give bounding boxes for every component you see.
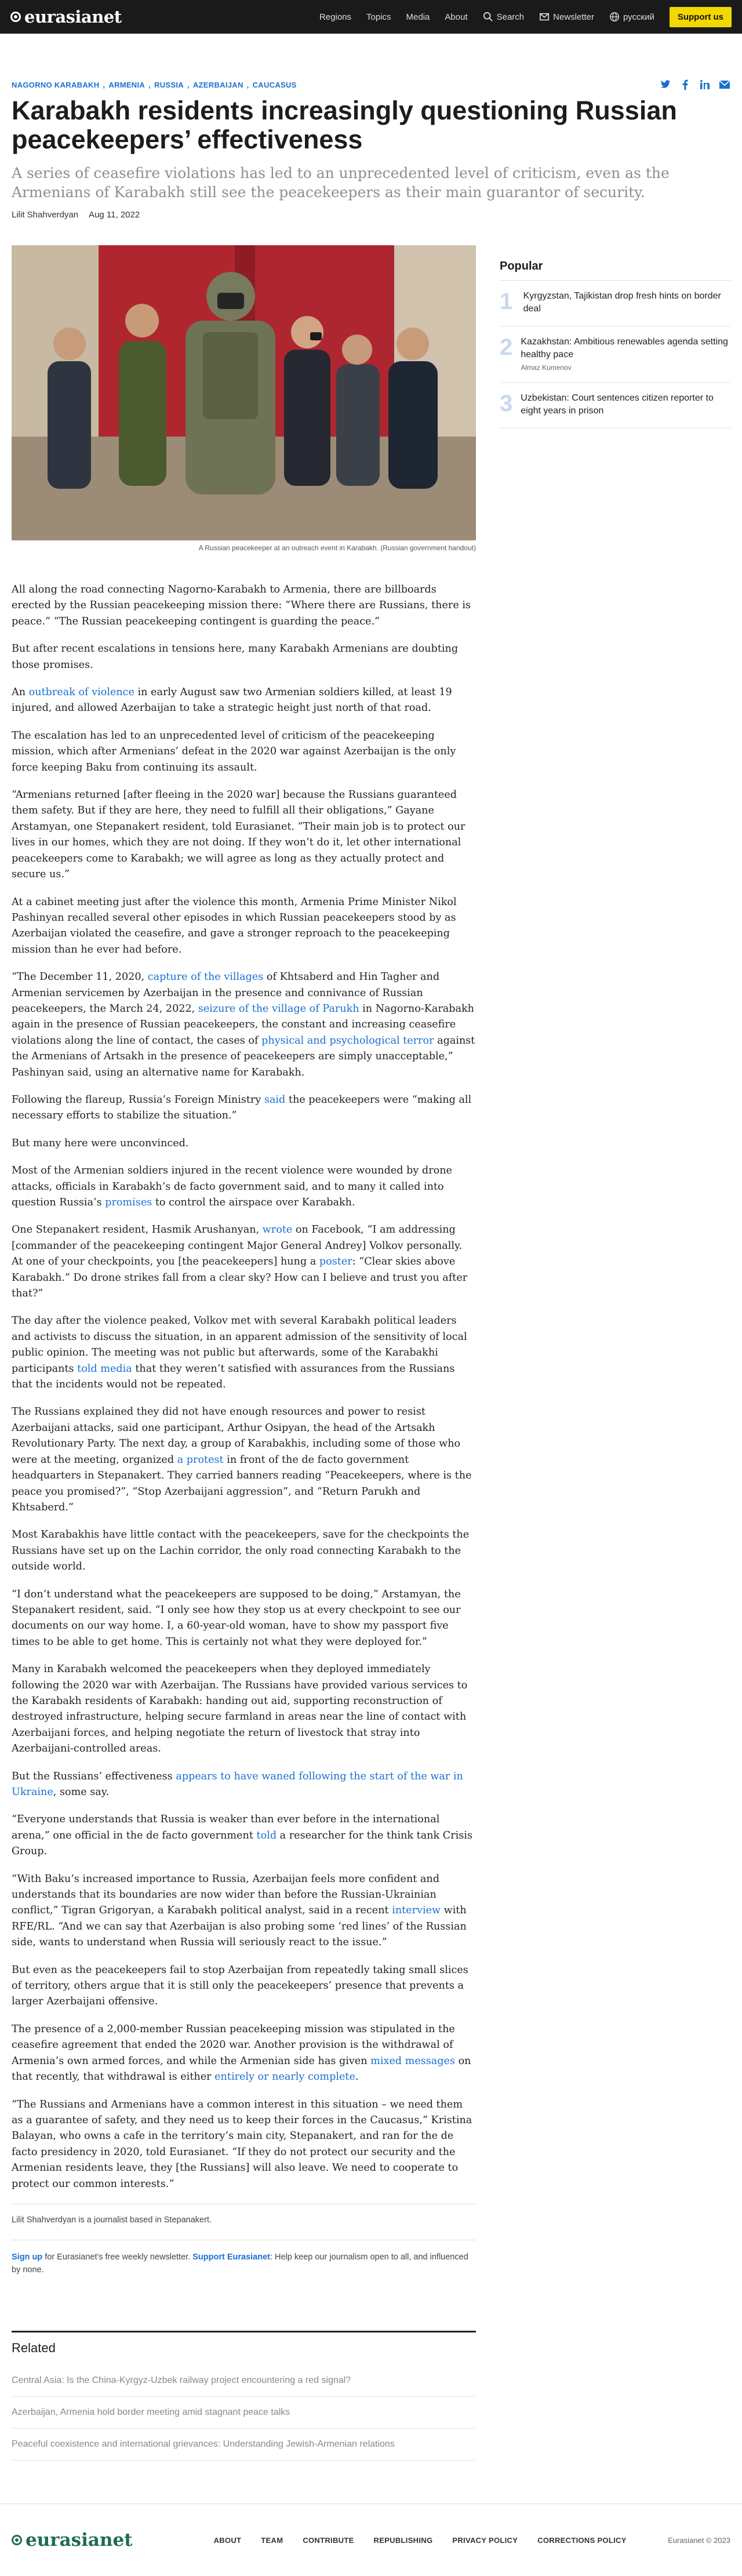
- popular-title[interactable]: Kazakhstan: Ambitious renewables agenda setting healthy pace: [521, 337, 728, 359]
- related-link[interactable]: Azerbaijan, Armenia hold border meeting amid stagnant peace talks: [12, 2397, 476, 2429]
- hero-photo-illustration: [12, 245, 476, 540]
- site-footer: [0, 2504, 742, 2576]
- inline-link[interactable]: entirely or nearly complete: [214, 2071, 355, 2083]
- envelope-icon: [539, 12, 550, 22]
- inline-link[interactable]: poster: [319, 1256, 352, 1268]
- nav-links: [319, 7, 732, 27]
- nav-about[interactable]: About: [445, 12, 468, 22]
- paragraph: Most of the Armenian soldiers injured in the recent violence were wounded by drone attacks, officials in Karabakh’s de facto government said, and to many it called into question Russia’s promises to control the airspace over Karabakh.: [12, 1165, 452, 1208]
- inline-link[interactable]: capture of the villages: [147, 971, 264, 983]
- popular-item[interactable]: [500, 383, 730, 428]
- tag-link[interactable]: NAGORNO KARABAKH: [12, 80, 100, 89]
- footer-logo-text: eurasianet: [26, 2530, 133, 2550]
- paragraph: “Armenians returned [after fleeing in the 2020 war] because the Russians guaranteed them safety. But if they are here, they need to fulfill all their obligations,” Gayane Arstamyan, one Stepanakert resident, told Eurasianet. “Their main job is to protect our lives in our homes, which they are not doing. If they won’t do it, let other international peacekeepers come to Karabakh; we will agree as long as they actually protect and secure us.”: [12, 789, 465, 881]
- article-title: Karabakh residents increasingly questioning Russian peacekeepers’ effectiveness: [12, 96, 677, 154]
- footer-logo[interactable]: [12, 2530, 133, 2550]
- sidebar-heading: Popular: [500, 260, 730, 281]
- search-label: Search: [496, 12, 525, 22]
- signup-link[interactable]: Sign up: [12, 2252, 43, 2262]
- related-section: [12, 2331, 476, 2461]
- related-link[interactable]: Peaceful coexistence and international grievances: Understanding Jewish-Armenian relations: [12, 2429, 476, 2461]
- paragraph: But the Russians’ effectiveness appears to have waned following the start of the war in Ukraine, some say.: [12, 1770, 463, 1798]
- email-share-icon[interactable]: [719, 79, 730, 90]
- paragraph: “The December 11, 2020, capture of the villages of Khtsaberd and Hin Tagher and Armenian servicemen by Azerbaijan in the presence and connivance of Russian peacekeepers, the March 24, 2022, seizure of the village of Parukh in Nagorno-Karabakh again in the presence of Russian peacekeepers, the constant and increasing ceasefire violations along the line of contact, the cases of physical and psychological terror against the Armenians of Artsakh in the presence of peacekeepers are simply unacceptable,” Pashinyan said, using an alternative name for Karabakh.: [12, 971, 475, 1078]
- paragraph: Many in Karabakh welcomed the peacekeepers when they deployed immediately following the 2020 war with Azerbaijan. The Russians have provided various services to the Karabakh residents of Karabakh: handing out aid, supporting reconstruction of destroyed infrastructure, helping secure farmland in areas near the line of contact with Azerbaijani forces, and helping negotiate the return of livestock that stray into Azerbaijani-controlled areas.: [12, 1663, 468, 1755]
- paragraph: “With Baku’s increased importance to Russia, Azerbaijan feels more confident and understands that its boundaries are now wider than before the Russian-Ukrainian conflict,” Tigran Grigoryan, a Karabakh political analyst, said in a recent interview with RFE/RL. “And we can say that Azerbaijan is also probing some ‘red lines’ of the Russian side, wants to understand when Russia will seriously react to the issue.”: [12, 1873, 467, 1949]
- linkedin-icon[interactable]: [699, 79, 711, 90]
- popular-title[interactable]: Kyrgyzstan, Tajikistan drop fresh hints on border deal: [523, 291, 721, 314]
- top-navigation-bar: [0, 0, 742, 34]
- twitter-icon[interactable]: [660, 79, 671, 90]
- nav-topics[interactable]: Topics: [366, 12, 391, 22]
- inline-link[interactable]: seizure of the village of Parukh: [198, 1002, 359, 1015]
- paragraph: “The Russians and Armenians have a common interest in this situation – we need them as a guarantee of safety, and they need us to keep their forces in the Caucasus,” Kristina Balayan, who owns a cafe in the territory’s main city, Stepanakert, and ran for the de facto presidency in 2020, told Eurasianet. “If they do not protect our security and the Armenian residents leave, they [the Russians] will also leave. We need to cooperate to protect our common interests.”: [12, 2098, 472, 2190]
- search-button[interactable]: [483, 12, 525, 22]
- inline-link[interactable]: told media: [77, 1363, 132, 1375]
- search-icon: [483, 12, 493, 22]
- hero-photo: [12, 245, 476, 540]
- tag-link[interactable]: RUSSIA: [154, 80, 184, 89]
- author-link[interactable]: Lilit Shahverdyan: [12, 210, 79, 220]
- paragraph: Following the flareup, Russia’s Foreign Ministry said the peacekeepers were “making all necessary efforts to stabilize the situation.”: [12, 1093, 472, 1122]
- nav-regions[interactable]: Regions: [319, 12, 352, 22]
- popular-sidebar: [500, 260, 730, 428]
- support-link[interactable]: Support Eurasianet: [192, 2252, 270, 2262]
- article-dek: A series of ceasefire violations has led to an unprecedented level of criticism, even as the Armenians of Karabakh still see the peacekeepers as their main guarantor of security.: [12, 165, 670, 201]
- inline-link[interactable]: said: [264, 1093, 286, 1106]
- tag-link[interactable]: CAUCASUS: [252, 80, 297, 89]
- site-logo[interactable]: [10, 7, 122, 27]
- facebook-icon[interactable]: [679, 79, 691, 90]
- popular-title[interactable]: Uzbekistan: Court sentences citizen reporter to eight years in prison: [521, 393, 714, 416]
- inline-link[interactable]: mixed messages: [370, 2055, 455, 2067]
- inline-link[interactable]: wrote: [262, 1224, 293, 1236]
- paragraph: But even as the peacekeepers fail to stop Azerbaijan from repeatedly taking small slices of territory, others argue that it is still only the peacekeepers’ presence that prevents a larger Azerbaijani offensive.: [12, 1964, 468, 2008]
- tag-link[interactable]: AZERBAIJAN: [192, 80, 243, 89]
- support-us-button[interactable]: Support us: [670, 7, 732, 27]
- paragraph: At a cabinet meeting just after the violence this month, Armenia Prime Minister Nikol Pashinyan recalled several other episodes in which Russian peacekeepers stood by as Azerbaijan violated the ceasefire, and gave a stronger reproach to the peacekeeping mission than he ever had before.: [12, 896, 457, 955]
- related-link[interactable]: Central Asia: Is the China-Kyrgyz-Uzbek railway project encountering a red signal?: [12, 2365, 476, 2397]
- popular-author: Almaz Kumenov: [521, 364, 572, 372]
- share-buttons: [660, 79, 730, 90]
- globe-icon: [609, 12, 620, 22]
- paragraph: “I don’t understand what the peacekeepers are supposed to be doing,” Arstamyan, the Stepanakert resident, said. “I only see how they stop us at every checkpoint to see our documents on our way home. I, a 60-year-old woman, have to show my passport five times to be able to get home. This is certainly not what they were deployed for.”: [12, 1588, 461, 1648]
- footer-link-contribute[interactable]: CONTRIBUTE: [303, 2535, 354, 2545]
- popular-item[interactable]: [500, 326, 730, 383]
- popular-rank: 3: [500, 391, 513, 416]
- footer-link-privacy[interactable]: PRIVACY POLICY: [452, 2535, 518, 2545]
- site-logo-text: eurasianet: [24, 7, 122, 27]
- tag-link[interactable]: ARMENIA: [108, 80, 146, 89]
- paragraph: But after recent escalations in tensions here, many Karabakh Armenians are doubting those promises.: [12, 643, 459, 671]
- article-header: [12, 79, 730, 220]
- logo-mark-icon: [12, 2535, 22, 2545]
- popular-rank: 2: [500, 335, 513, 360]
- popular-item[interactable]: [500, 281, 730, 326]
- related-heading: Related: [12, 2341, 56, 2355]
- paragraph: All along the road connecting Nagorno-Karabakh to Armenia, there are billboards erected by the Russian peacekeeping mission there: “Where there are Russians, there is peace.” “The Russian peacekeeping contingent is guarding the peace.”: [12, 584, 471, 627]
- footer-link-about[interactable]: ABOUT: [213, 2535, 242, 2545]
- paragraph: But many here were unconvinced.: [12, 1137, 189, 1149]
- paragraph: Most Karabakhis have little contact with the peacekeepers, save for the checkpoints the Russians have set up on the Lachin corridor, the only road connecting Karabakh to the outside world.: [12, 1529, 470, 1573]
- inline-link[interactable]: outbreak of violence: [28, 686, 134, 699]
- inline-link[interactable]: promises: [105, 1197, 152, 1208]
- popular-rank: 1: [500, 289, 513, 314]
- paragraph: An outbreak of violence in early August saw two Armenian soldiers killed, at least 19 injured, and allowed Azerbaijan to take a strategic height just north of that road.: [12, 686, 452, 714]
- paragraph: The escalation has led to an unprecedented level of criticism of the peacekeeping mission, which after Armenians’ defeat in the 2020 war against Azerbaijan is the only force keeping Baku from continuing its assault.: [12, 729, 456, 773]
- paragraph: The Russians explained they did not have enough resources and power to resist Azerbaijani attacks, said one participant, Arthur Osipyan, the head of the Artsakh Revolutionary Party. The next day, a group of Karabakhis, including some of those who were at the meeting, organized a protest in front of the de facto government headquarters in Stepanakert. They carried banners reading “Peacekeepers, where is the peace you promised?”, “Stop Azerbaijani aggression”, and “Return Parukh and Khtsaberd.”: [12, 1406, 472, 1513]
- inline-link[interactable]: a protest: [177, 1454, 224, 1466]
- footer-link-republishing[interactable]: REPUBLISHING: [373, 2535, 433, 2545]
- byline: [12, 210, 730, 220]
- inline-link[interactable]: physical and psychological terror: [261, 1034, 434, 1047]
- newsletter-button[interactable]: [539, 12, 594, 22]
- article-tags: NAGORNO KARABAKH , ARMENIA , RUSSIA , AZERBAIJAN , CAUCASUS: [12, 80, 297, 89]
- divider: [12, 2331, 476, 2332]
- paragraph: The presence of a 2,000-member Russian peacekeeping mission was stipulated in the ceasefire agreement that ended the 2020 war. Another provision is the withdrawal of Armenia’s own armed forces, and while the Armenian side has given mixed messages on that recently, that withdrawal is either entirely or nearly complete.: [12, 2023, 471, 2083]
- inline-link[interactable]: appears to have waned following the start of the war in Ukraine: [12, 1770, 463, 1798]
- paragraph: One Stepanakert resident, Hasmik Arushanyan, wrote on Facebook, “I am addressing [commander of the peacekeeping contingent Major General Andrey] Volkov personally. At one of your checkpoints, you [the peacekeepers] hung a poster: “Clear skies above Karabakh.” Do drone strikes fall from a clear sky? How can I believe and trust you after that?”: [12, 1224, 468, 1300]
- newsletter-promo: Sign up for Eurasianet's free weekly newsletter. Support Eurasianet: Help keep our journalism open to all, and influenced by none.: [12, 2252, 468, 2275]
- footer-link-team[interactable]: TEAM: [261, 2535, 283, 2545]
- language-label: русский: [623, 12, 654, 22]
- inline-link[interactable]: interview: [392, 1905, 441, 1917]
- language-switch[interactable]: [609, 12, 654, 22]
- footer-link-corrections[interactable]: CORRECTIONS POLICY: [537, 2535, 627, 2545]
- author-bio: Lilit Shahverdyan is a journalist based in Stepanakert.: [12, 2215, 212, 2225]
- inline-link[interactable]: told: [256, 1829, 277, 1841]
- logo-mark-icon: [10, 12, 21, 22]
- footer-links: [214, 2536, 627, 2545]
- publish-date: Aug 11, 2022: [89, 210, 140, 220]
- newsletter-label: Newsletter: [553, 12, 594, 22]
- paragraph: The day after the violence peaked, Volkov met with several Karabakh political leaders and activists to discuss the situation, in an apparent admission of the sensitivity of local public opinion. The meeting was not public but afterwards, some of the Karabakhi participants told media that they weren’t satisfied with assurances from the Russians that the incidents would not be repeated.: [12, 1315, 467, 1391]
- paragraph: “Everyone understands that Russia is weaker than ever before in the international arena,” one official in the de facto government told a researcher for the think tank Crisis Group.: [12, 1814, 472, 1858]
- nav-media[interactable]: Media: [406, 12, 430, 22]
- article-body: [12, 582, 476, 2276]
- copyright: Eurasianet © 2023: [668, 2535, 730, 2545]
- photo-caption: A Russian peacekeeper at an outreach event in Karabakh. (Russian government handout): [198, 544, 476, 552]
